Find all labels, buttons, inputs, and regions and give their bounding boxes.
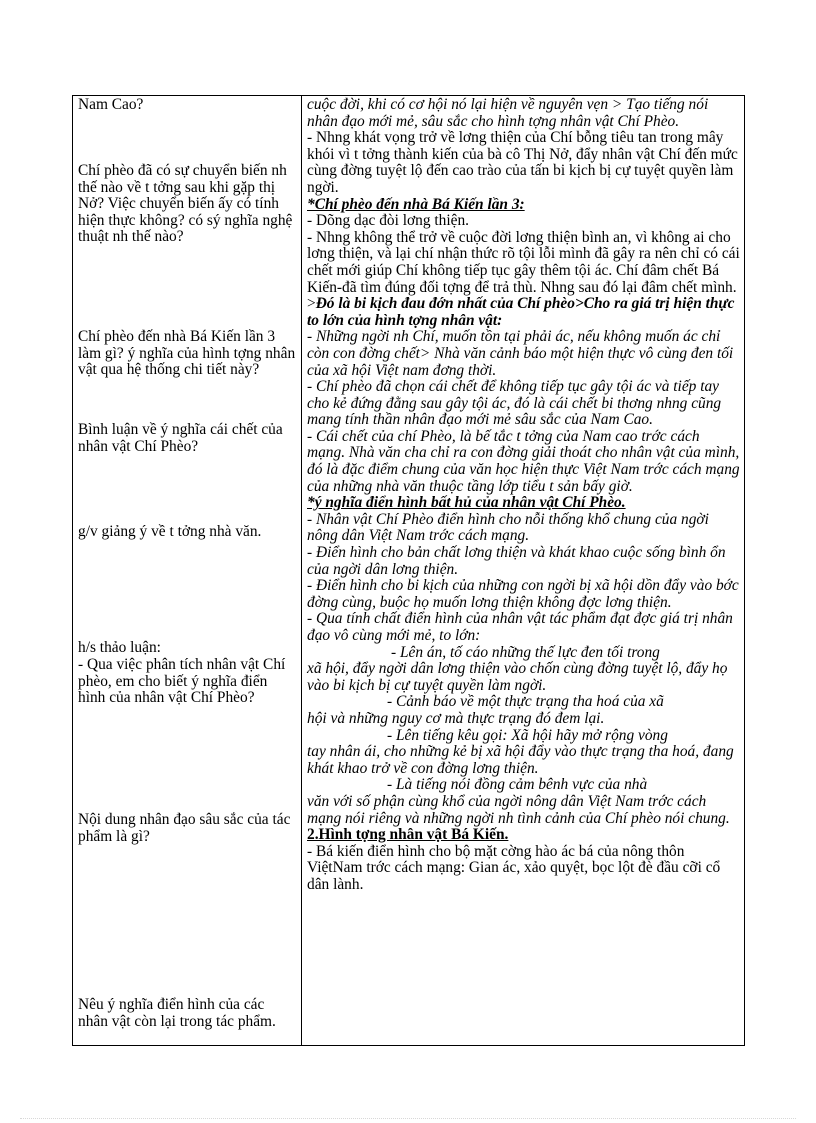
- answer-paragraph: - Điển hình cho bản chất lơng thiện và khát khao cuộc sống bình ổn của ngời dân lơng thiện.: [307, 544, 726, 578]
- answer-paragraph: [307, 230, 741, 330]
- answer-indented-line: - Lên án, tố cáo những thế lực đen tối trong: [391, 643, 660, 661]
- answer-paragraph: cuộc đời, khi có cơ hội nó lại hiện về nguyên vẹn > Tạo tiếng nói nhân đạo mới mẻ, sâu sắc cho hình tợng nhân vật Chí Phèo.: [307, 96, 709, 130]
- question-third-visit: Chí phèo đến nhà Bá Kiến lần 3 làm gì? ý nghĩa của hình tợng nhân vật qua hệ thống chi tiết này?: [78, 328, 296, 379]
- teacher-note-ideology: g/v giảng ý về t tởng nhà văn.: [78, 523, 262, 540]
- answer-paragraph: - Cái chết của chí Phèo, là bế tắc t tởng của Nam cao trớc cách mạng. Nhà văn cha chỉ ra con đờng giải thoát cho nhân vật của mình, đó là đặc điểm chung của văn học hiện thực Việt Nam trớc cách mạng của những nhà văn thuộc tầng lớp tiểu t sản bấy giờ.: [307, 427, 740, 495]
- section-heading-third-visit: *Chí phèo đến nhà Bá Kiến lần 3:: [307, 195, 525, 213]
- answer-text: - Nhng không thể trở về cuộc đời lơng thiện bình an, vì không ai cho lơng thiện, và lại chí nhận thức rõ tội lỗi mình đã gây ra nên chỉ có cái chết mới giúp Chí không tiếp tục gây thêm tội ác. Chí đâm chết Bá Kiến-đã tìm đúng đối tợng để trả thù. Nhng sau đó lại đâm chết mình. >: [307, 228, 740, 313]
- answer-paragraph: hội và những nguy cơ mà thực trạng đó đem lại.: [307, 709, 605, 727]
- answer-paragraph: - Bá kiến điển hình cho bộ mặt cờng hào ác bá của nông thôn ViệtNam trớc cách mạng: Gian ác, xảo quyệt, bọc lột đè đầu cỡi cổ dân lành.: [307, 842, 721, 893]
- answer-paragraph: - Nhân vật Chí Phèo điển hình cho nỗi thống khổ chung của ngời nông dân Việt Nam trớc cách mạng.: [307, 510, 709, 545]
- answer-indented-line: - Cảnh báo về một thực trạng tha hoá của xã: [387, 693, 664, 711]
- question-chi-pheo-change: Chí phèo đã có sự chuyển biến nh thế nào về t tởng sau khi gặp thị Nở? Việc chuyển biến ấy có tính hiện thực không? có sý nghĩa nghệ thuật nh thế nào?: [78, 162, 293, 246]
- column-divider: [301, 96, 302, 1045]
- section-heading-typical-meaning: *ý nghĩa điển hình bất hủ của nhân vật Chí Phèo.: [307, 494, 626, 512]
- answer-paragraph: - Những ngời nh Chí, muốn tồn tại phải ác, nếu không muốn ác chỉ còn con đờng chết> Nhà văn cảnh báo một hiện thực vô cùng đen tối của xã hội Việt nam đơng thời.: [307, 328, 734, 379]
- question-humanitarian-content: Nội dung nhân đạo sâu sắc của tác phẩm là gì?: [78, 811, 291, 845]
- question-typical-meaning: - Qua việc phân tích nhân vật Chí phèo, em cho biết ý nghĩa điển hình của nhân vật Chí Phèo?: [78, 656, 286, 707]
- answer-paragraph: - Nhng khát vọng trở về lơng thiện của Chí bỗng tiêu tan trong mây khói vì t tởng thành kiến của bà cô Thị Nở, đẩy nhân vật Chí đến mức cùng đờng tuyệt lộ đến cao trào của tấn bi kịch bị cự tuyệt quyền làm ngời.: [307, 129, 738, 196]
- answer-paragraph: tay nhân ái, cho những kẻ bị xã hội đẩy vào thực trạng tha hoá, đang khát khao trở về con đờng lơng thiện.: [307, 743, 734, 777]
- right-column-answers: [307, 97, 741, 894]
- page-footer-divider: [20, 1118, 796, 1119]
- answer-paragraph: - Qua tính chất điển hình của nhân vật tác phẩm đạt đợc giá trị nhân đạo vô cùng mới mẻ, to lớn:: [307, 610, 733, 644]
- section-heading-ba-kien: 2.Hình tợng nhân vật Bá Kiến.: [307, 826, 509, 844]
- answer-emphasis: Đó là bi kịch đau đớn nhất của Chí phèo>Cho ra giá trị hiện thực to lớn của hình tợng nhân vật:: [307, 295, 735, 329]
- answer-paragraph: xã hội, đẩy ngời dân lơng thiện vào chốn cùng đờng tuyệt lộ, đẩy họ vào bi kịch bị cự tuyệt quyền làm ngời.: [307, 660, 728, 694]
- student-discussion-label: h/s thảo luận:: [78, 639, 161, 656]
- answer-indented-line: - Lên tiếng kêu gọi: Xã hội hãy mở rộng vòng: [387, 726, 668, 744]
- answer-paragraph: - Điển hình cho bi kịch của những con ngời bị xã hội dồn đẩy vào bớc đờng cùng, buộc họ muốn lơng thiện không đợc lơng thiện.: [307, 577, 739, 611]
- question-death-meaning: Bình luận về ý nghĩa cái chết của nhân vật Chí Phèo?: [78, 421, 283, 455]
- question-other-characters: Nêu ý nghĩa điển hình của các nhân vật còn lại trong tác phẩm.: [78, 996, 276, 1030]
- answer-paragraph: - Chí phèo đã chọn cái chết để không tiếp tục gây tội ác và tiếp tay cho kẻ đứng đằng sau gây tội ác, đó là cái chết bi thơng nhng cũng mang tính thần nhân đạo mới mẻ sâu sắc của Nam Cao.: [307, 378, 722, 429]
- answer-indented-line: - Là tiếng nói đồng cảm bênh vực của nhà: [387, 776, 648, 794]
- content-table: [72, 95, 745, 1046]
- answer-paragraph: - Dõng dạc đòi lơng thiện.: [307, 212, 470, 230]
- answer-paragraph: văn với số phận cùng khổ của ngời nông dân Việt Nam trớc cách mạng nói riêng và những ngời nh tình cảnh của Chí phèo nói chung.: [307, 792, 730, 827]
- question-nam-cao: Nam Cao?: [78, 96, 144, 113]
